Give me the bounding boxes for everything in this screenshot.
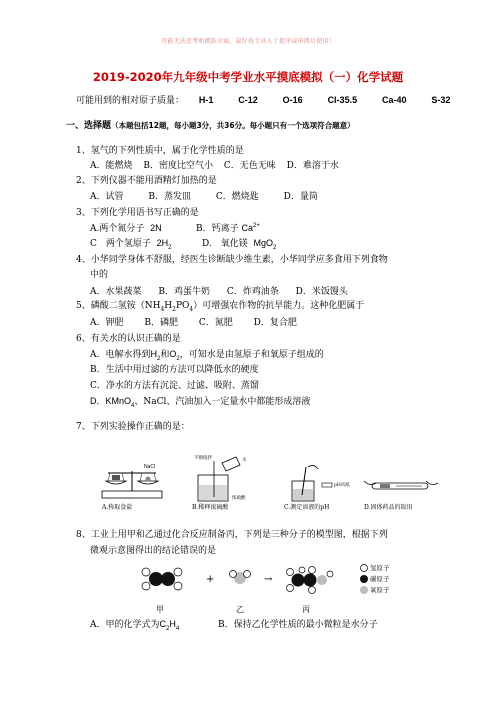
atom-o: O-16 bbox=[282, 95, 303, 105]
q1-option-a: A．能燃烧 bbox=[90, 161, 133, 171]
section-title: 一、选择题 bbox=[66, 121, 112, 131]
label-acid: 浓硫酸 bbox=[232, 496, 246, 501]
atom-c: C-12 bbox=[238, 95, 258, 105]
dilution-figure bbox=[192, 454, 247, 511]
q3-a-formula: 2N bbox=[150, 223, 162, 233]
q8-a-sub2: 4 bbox=[175, 625, 180, 632]
arrow: → bbox=[264, 574, 273, 585]
q2-option-b: B．蒸发皿 bbox=[148, 192, 191, 202]
legend-oxygen: 氧原子 bbox=[370, 586, 390, 594]
fig-b-caption: B.稀释浓硫酸 bbox=[192, 504, 229, 511]
q6-option-b: B．生活中用过滤的方法可以降低水的硬度 bbox=[90, 365, 259, 375]
q7-stem: 7、下列实验操作正确的是： bbox=[76, 422, 190, 432]
q3-row1 bbox=[90, 221, 260, 234]
q5-stem-pre: 5、磷酸二氢铵（NH bbox=[76, 301, 161, 311]
label-nacl: NaCl bbox=[144, 464, 156, 470]
q2-option-a: A．试管 bbox=[90, 192, 124, 202]
q3-option-c bbox=[90, 239, 171, 249]
q3-d-formula: MgO bbox=[253, 238, 274, 248]
q7-figures bbox=[96, 453, 452, 515]
q2-option-d: D．量筒 bbox=[283, 192, 318, 202]
label-ph-paper: pH试纸 bbox=[334, 483, 350, 488]
q6-stem: 6、有关水的认识正确的是 bbox=[76, 334, 181, 344]
q3-option-b bbox=[196, 221, 260, 234]
q2-options bbox=[90, 189, 318, 202]
balance-scale-figure bbox=[101, 464, 162, 511]
q4-options bbox=[90, 284, 348, 297]
q5-stem bbox=[76, 298, 364, 313]
q6-a-pre: A．电解水得到 bbox=[90, 350, 151, 360]
q6-a-mid: 和 bbox=[160, 350, 170, 360]
q5-sub1: 4 bbox=[160, 305, 165, 313]
atom-s: S-32 bbox=[431, 95, 451, 105]
q1-stem: 1、氢气的下列性质中，属于化学性质的是 bbox=[76, 146, 244, 156]
q3-c-formula: 2H bbox=[156, 238, 169, 248]
q5-sub2: 2 bbox=[172, 305, 176, 313]
label-yi: 乙 bbox=[236, 605, 244, 614]
q6-d-post: 、NaCl、汽油加入一定量水中都能形成溶液 bbox=[134, 397, 311, 407]
label-water: 水 bbox=[242, 458, 247, 463]
q5-options bbox=[90, 315, 297, 328]
molecule-jia bbox=[142, 568, 182, 614]
q3-stem: 3、下列化学用语书写正确的是 bbox=[76, 208, 199, 218]
molecule-bing bbox=[287, 567, 334, 615]
q5-mid1: H bbox=[164, 301, 173, 311]
q6-option-c: C．净水的方法有沉淀、过滤、吸附、蒸馏 bbox=[90, 381, 259, 391]
q3-option-d bbox=[202, 236, 276, 251]
q3-c-text: C 两个氢原子 bbox=[90, 239, 151, 249]
q3-b-formula: Ca bbox=[241, 223, 254, 233]
q5-option-c: C．氮肥 bbox=[198, 318, 233, 328]
q6-d-pre: D．KMnO bbox=[90, 396, 132, 406]
solid-reagent-figure bbox=[364, 481, 438, 511]
label-jia: 甲 bbox=[156, 605, 164, 614]
label-bing: 丙 bbox=[302, 605, 310, 614]
section-note: （本题包括12题，每小题3分，共36分。每小题只有一个选项符合题意） bbox=[111, 121, 355, 130]
q5-option-b: B．磷肥 bbox=[144, 318, 178, 328]
atom-ca: Ca-40 bbox=[381, 95, 407, 105]
q5-mid2: PO bbox=[175, 301, 190, 311]
legend-carbon: 碳原子 bbox=[370, 575, 390, 583]
q6-a-h: H bbox=[150, 349, 157, 359]
q4-stem-line2: 中的 bbox=[90, 270, 109, 280]
q4-option-c: C．炸鸡油条 bbox=[226, 287, 279, 297]
q3-d-subscript: 2 bbox=[273, 244, 277, 251]
atoms-label: 可能用到的相对原子质量： bbox=[76, 96, 185, 106]
q4-stem-line1: 4、小华同学身体不舒服，经医生诊断缺少维生素，小华同学应多食用下列食物 bbox=[76, 255, 388, 265]
q8-stem-line1 bbox=[76, 527, 388, 540]
q6-option-a bbox=[90, 347, 324, 362]
q3-a-text: A.两个氮分子 bbox=[90, 224, 145, 234]
q5-option-d: D．复合肥 bbox=[253, 318, 297, 328]
q3-d-text: D. 氧化镁 bbox=[202, 239, 248, 249]
legend bbox=[360, 563, 390, 594]
q8-option-b: B．保持乙化学性质的最小微粒是水分子 bbox=[218, 620, 378, 630]
q1-option-d: D．难溶于水 bbox=[286, 161, 339, 171]
q1-option-b: B．密度比空气小 bbox=[143, 161, 213, 171]
q3-option-a bbox=[90, 224, 162, 234]
q4-option-d: D．米饭馒头 bbox=[295, 287, 348, 297]
page-title: 2019-2020年九年级中考学业水平摸底模拟（一）化学试题 bbox=[92, 70, 404, 84]
q4-option-a: A．水果蔬菜 bbox=[90, 287, 142, 297]
q6-d-sub: 4 bbox=[131, 402, 135, 409]
q5-sub3: 4 bbox=[189, 305, 194, 313]
relative-atomic-mass bbox=[76, 93, 450, 106]
q6-a-sub1: 2 bbox=[157, 355, 161, 362]
ph-test-figure bbox=[284, 465, 350, 511]
q2-option-c: C．燃烧匙 bbox=[215, 192, 259, 202]
q6-a-post: ，可知水是由氢原子和氧原子组成的 bbox=[179, 350, 324, 360]
q6-a-o: O bbox=[169, 349, 177, 359]
q3-row2 bbox=[90, 236, 277, 251]
q5-stem-post: ）可增强农作物的抗旱能力。这种化肥属于 bbox=[193, 301, 365, 311]
q8-stem-text: 8、工业上用甲和乙通过化合反应制备丙，下列是三种分子的模型图，根据下列 bbox=[76, 530, 388, 540]
q8-option-a bbox=[90, 620, 179, 630]
q8-options bbox=[90, 617, 378, 632]
section-heading bbox=[66, 118, 355, 131]
q8-a-c: C bbox=[159, 619, 166, 629]
atom-cl: Cl-35.5 bbox=[327, 95, 358, 105]
q3-b-charge: 2+ bbox=[253, 223, 260, 229]
fig-a-caption: A.称取食盐 bbox=[102, 504, 133, 511]
atom-h: H-1 bbox=[198, 95, 214, 105]
q5-option-a: A．钾肥 bbox=[90, 318, 124, 328]
q8-stem-line2: 微观示意图得出的结论错误的是 bbox=[90, 546, 217, 556]
fig-d-caption: D.固体药品的取用 bbox=[364, 504, 413, 511]
q8-molecule-models bbox=[140, 562, 405, 622]
label-stir: 不断搅拌 bbox=[194, 456, 212, 461]
fig-c-caption: C.测定溶液的pH bbox=[284, 504, 330, 511]
plus-sign: + bbox=[206, 574, 215, 585]
q8-a-h: H bbox=[169, 619, 176, 629]
legend-hydrogen: 氢原子 bbox=[370, 564, 390, 572]
q3-c-subscript: 2 bbox=[168, 244, 172, 251]
q4-option-b: B．鸡蛋牛奶 bbox=[158, 287, 210, 297]
q2-stem: 2、下列仪器不能用酒精灯加热的是 bbox=[76, 176, 217, 186]
watermark-text: 可能无法思考和跳跃全面，最好找专业人士提审或审阅后使用！ bbox=[161, 38, 335, 45]
q6-option-d bbox=[90, 394, 310, 409]
q6-a-sub2: 2 bbox=[176, 355, 180, 362]
q1-option-c: C．无色无味 bbox=[223, 161, 276, 171]
molecule-yi bbox=[230, 571, 251, 615]
q8-a-text: A．甲的化学式为 bbox=[90, 620, 160, 630]
q3-b-text: B．钙离子 bbox=[196, 224, 239, 234]
q8-a-sub1: 2 bbox=[166, 625, 170, 632]
q1-options bbox=[90, 158, 339, 171]
